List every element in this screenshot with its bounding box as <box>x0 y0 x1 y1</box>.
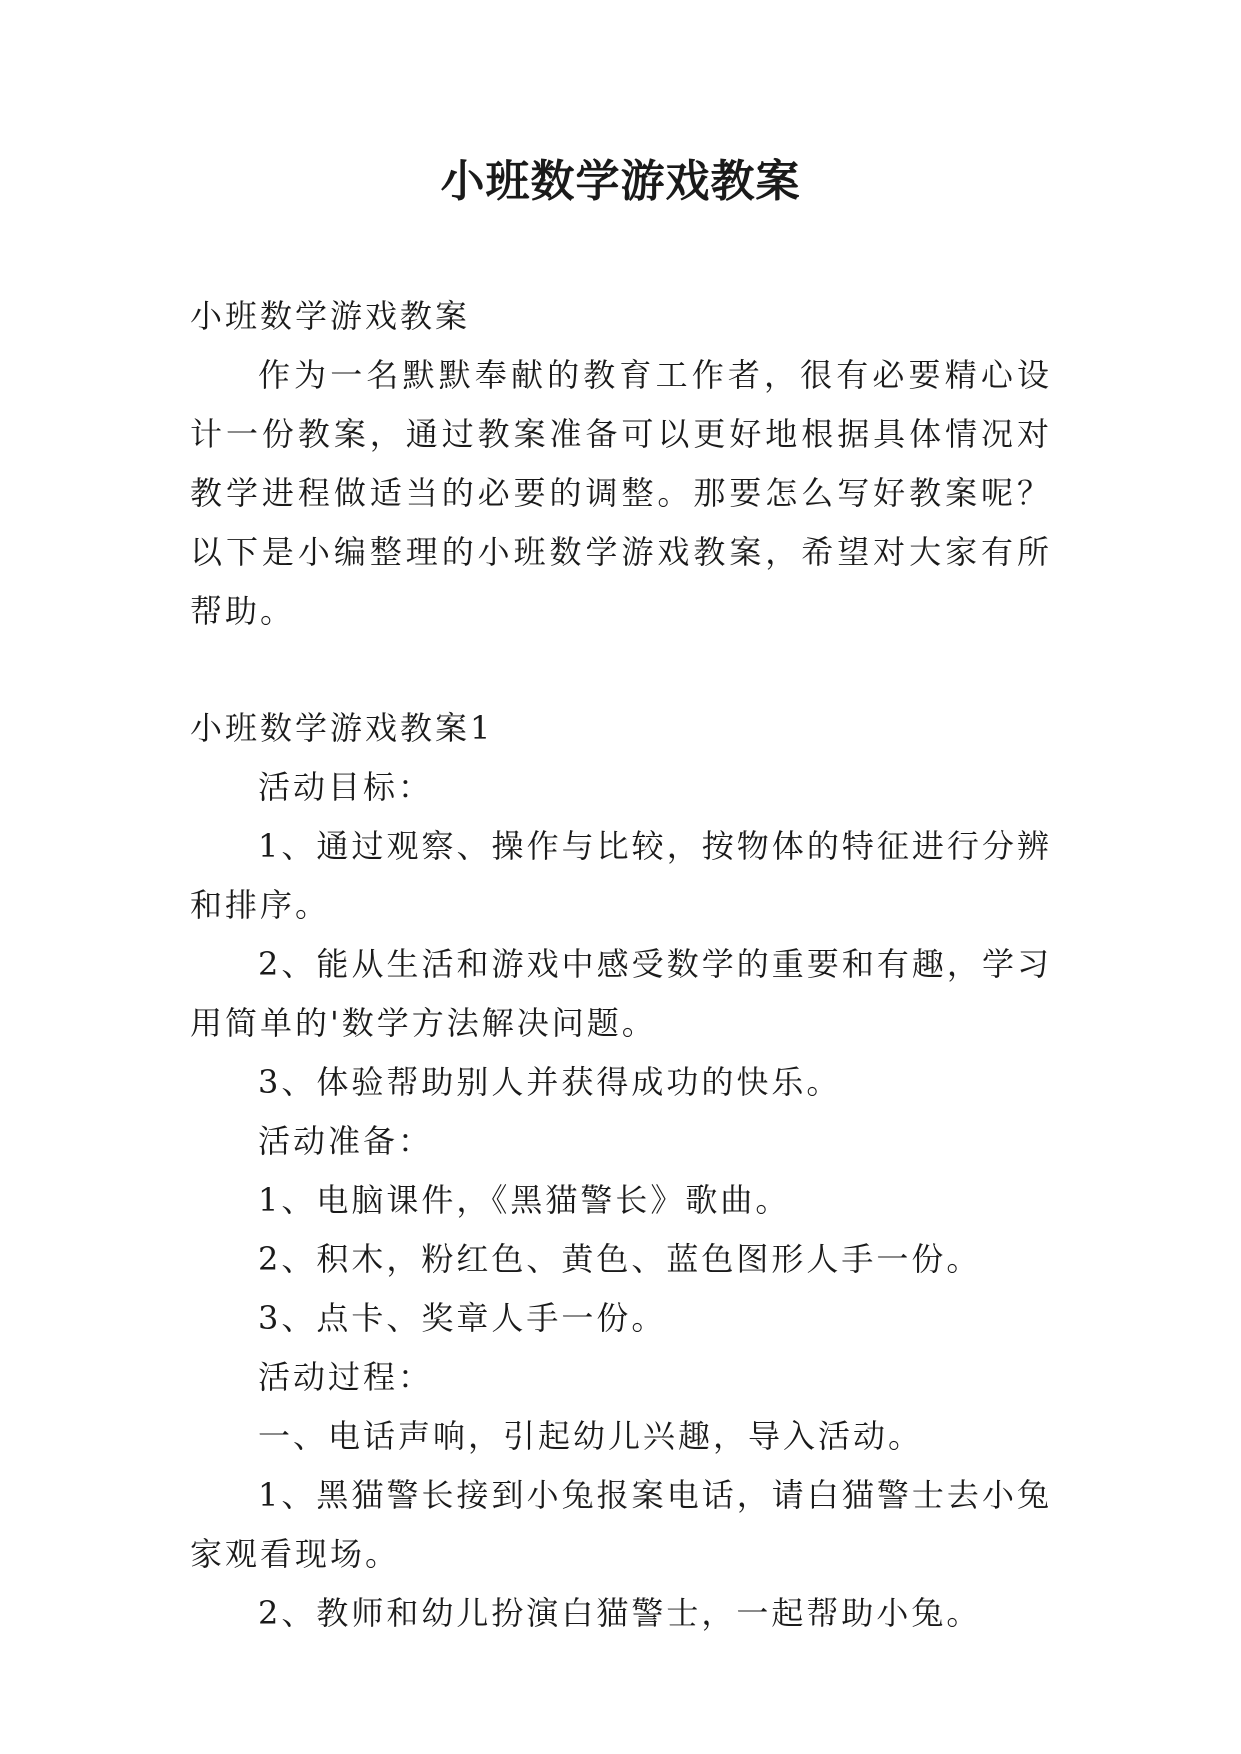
paragraph-preparation-3: 3、点卡、奖章人手一份。 <box>258 1299 667 1337</box>
paragraph-objective-3: 3、体验帮助别人并获得成功的快乐。 <box>258 1063 842 1101</box>
paragraph-process-item-1: 1、黑猫警长接到小兔报案电话，请白猫警士去小兔家观看现场。 <box>190 1476 1052 1573</box>
paragraph-process-step-1: 一、电话声响，引起幼儿兴趣，导入活动。 <box>258 1417 924 1455</box>
intro-paragraph: 作为一名默默奉献的教育工作者，很有必要精心设计一份教案，通过教案准备可以更好地根据具体情况对教学进程做适当的必要的调整。那要怎么写好教案呢？以下是小编整理的小班数学游戏教案，希望对大家有所帮助。 <box>190 356 1052 630</box>
subtitle: 小班数学游戏教案 <box>190 297 471 335</box>
document-body <box>190 287 1052 1643</box>
document-title: 小班数学游戏教案 <box>440 156 801 207</box>
paragraph-process-heading: 活动过程： <box>258 1358 434 1396</box>
paragraph-objective-2: 2、能从生活和游戏中感受数学的重要和有趣，学习用简单的'数学方法解决问题。 <box>190 945 1052 1042</box>
paragraph-process-item-2: 2、教师和幼儿扮演白猫警士，一起帮助小兔。 <box>258 1594 982 1632</box>
paragraph-preparation-heading: 活动准备： <box>258 1122 434 1160</box>
section-spacer <box>190 641 1052 699</box>
section-heading: 小班数学游戏教案1 <box>190 709 494 747</box>
paragraph-preparation-2: 2、积木，粉红色、黄色、蓝色图形人手一份。 <box>258 1240 982 1278</box>
paragraph-preparation-1: 1、电脑课件，《黑猫警长》歌曲。 <box>258 1181 791 1219</box>
paragraph-objectives-heading: 活动目标： <box>258 768 434 806</box>
paragraph-objective-1: 1、通过观察、操作与比较，按物体的特征进行分辨和排序。 <box>190 827 1052 924</box>
